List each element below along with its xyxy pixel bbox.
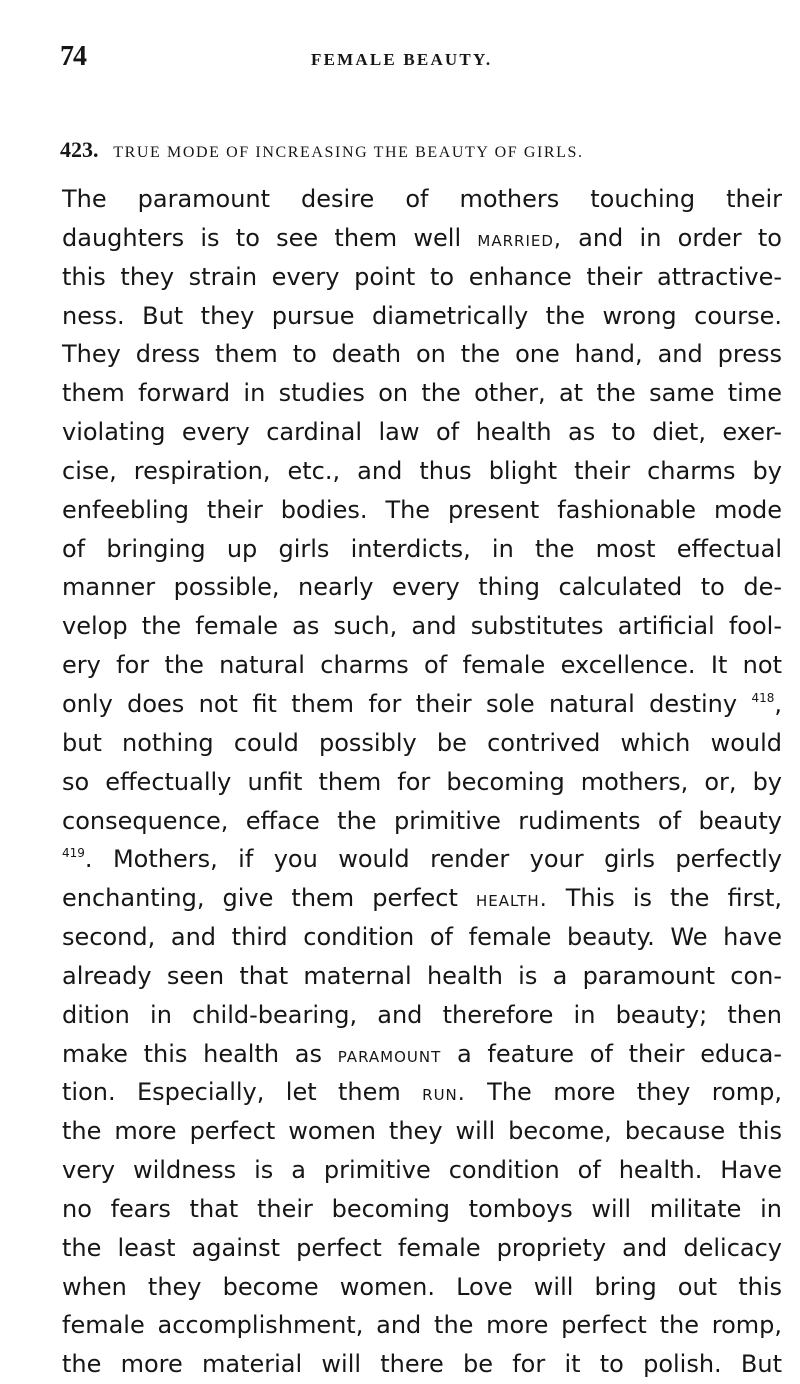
footnote-ref: $^{419}$. Mothers, if you would render your girls perfectly bbox=[62, 845, 782, 874]
text-line: enfeebling their bodies. The present fashionable mode bbox=[62, 495, 782, 524]
running-head bbox=[60, 42, 770, 72]
section-number: 423. bbox=[60, 137, 99, 162]
text-line: ery for the natural charms of female excellence. It not bbox=[62, 651, 782, 680]
text-line: already seen that maternal health is a paramount con- bbox=[62, 961, 782, 990]
text-line: when they become women. Love will bring out this bbox=[62, 1272, 782, 1301]
text-line: very wildness is a primitive condition of health. Have bbox=[62, 1156, 782, 1185]
text-line: They dress them to death on the one hand, and press bbox=[62, 340, 782, 369]
text-line: cise, respiration, etc., and thus blight their charms by bbox=[62, 456, 782, 485]
text-line: but nothing could possibly be contrived which would bbox=[62, 728, 782, 757]
text-line: velop the female as such, and substitutes artificial fool- bbox=[62, 612, 782, 641]
section-title: TRUE MODE OF INCREASING THE BEAUTY OF GIRLS. bbox=[113, 144, 584, 161]
text-line: The paramount desire of mothers touching their bbox=[62, 185, 782, 213]
page-number: 74 bbox=[60, 41, 86, 72]
text-line: so effectually unfit them for becoming mothers, or, by bbox=[62, 767, 782, 796]
text-line: make this health as paramount a feature of their educa- bbox=[62, 1039, 782, 1068]
running-title: FEMALE BEAUTY. bbox=[311, 50, 493, 69]
text-line: daughters is to see them well married, and in order to bbox=[62, 223, 782, 252]
text-line: the least against perfect female propriety and delicacy bbox=[62, 1233, 782, 1262]
section-heading bbox=[60, 138, 780, 165]
text-line: tion. Especially, let them run. The more they romp, bbox=[62, 1078, 782, 1107]
footnote-ref: $^{418}$, bbox=[751, 689, 782, 718]
text-line bbox=[62, 840, 782, 879]
small-caps-health: health. bbox=[475, 887, 548, 913]
small-caps-married: married, bbox=[477, 226, 562, 252]
text-line: only does not fit them for their sole natural destiny $^{418}$, bbox=[62, 689, 782, 718]
text-line: violating every cardinal law of health as to diet, exer- bbox=[62, 418, 782, 447]
text-line: of bringing up girls interdicts, in the most effectual bbox=[62, 534, 782, 563]
text-line: this they strain every point to enhance their attractive- bbox=[62, 262, 782, 291]
small-caps-run: run. bbox=[422, 1081, 466, 1107]
text-line: the more perfect women they will become, because this bbox=[62, 1117, 782, 1146]
text-line: them forward in studies on the other, at the same time bbox=[62, 379, 782, 408]
text-line: female accomplishment, and the more perfect the romp, bbox=[62, 1311, 782, 1340]
text-line: consequence, efface the primitive rudiments of beauty bbox=[62, 806, 782, 835]
small-caps-paramount: paramount bbox=[337, 1042, 442, 1068]
text-line: the more material will there be for it to polish. But bbox=[62, 1350, 782, 1379]
text-line: enchanting, give them perfect health. This is the first, bbox=[62, 884, 782, 913]
text-line: no fears that their becoming tomboys will militate in bbox=[62, 1194, 782, 1223]
text-line: manner possible, nearly every thing calculated to de- bbox=[62, 573, 782, 602]
text-line: second, and third condition of female beauty. We have bbox=[62, 923, 782, 952]
body-text bbox=[62, 180, 782, 1384]
text-line: ness. But they pursue diametrically the wrong course. bbox=[62, 301, 782, 330]
text-line: dition in child-bearing, and therefore in beauty; then bbox=[62, 1000, 782, 1029]
